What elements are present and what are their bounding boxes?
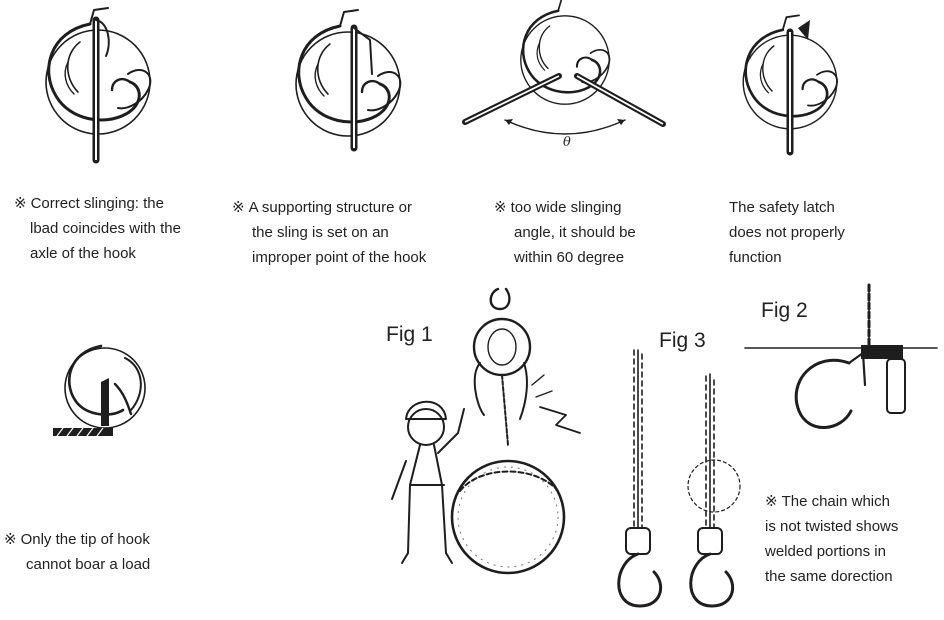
hook-wide-angle-icon [460,0,680,160]
note-mark: ※ [4,530,17,548]
caption-hook-tip: ※ Only the tip of hook cannot boar a load [4,530,151,573]
fig3-label: Fig 3 [659,329,706,352]
caption-wide-angle: ※ too wide slinging angle, it should be within 60 degree [494,198,636,266]
caption-safety-latch: The safety latch does not properly function [729,199,845,266]
hook-tip-load-icon [40,330,190,480]
panel-safety-latch [690,0,944,280]
panel-wide-angle [460,0,690,280]
hook-correct-icon [10,4,180,164]
note-mark: ※ [232,198,245,216]
caption-chain-twist: ※ The chain which is not twisted shows welded portions in the same dorection [765,492,899,585]
hook-improper-point-icon [260,4,430,164]
worker-chain-hoist-icon [380,285,595,615]
note-mark: ※ [494,198,507,216]
panel-fig3 [600,300,760,620]
fig2-label: Fig 2 [761,299,808,322]
note-mark: ※ [14,194,27,212]
twisted-chain-icon [600,300,760,620]
note-mark: ※ [765,492,778,510]
panel-fig1 [380,285,600,620]
hook-latch-failure-icon [700,4,870,164]
panel-fig2 [745,285,944,620]
panel-hook-tip [0,290,240,620]
fig1-label: Fig 1 [386,323,433,346]
angle-theta-label: θ [563,135,571,150]
hook-latch-beam-icon [745,285,944,445]
panel-correct-slinging [0,0,230,280]
panel-improper-point [230,0,470,280]
caption-improper-point: ※ A supporting structure or the sling is set on an improper point of the hook [232,198,427,266]
caption-correct-slinging: ※ Correct slinging: the lbad coincides with the axle of the hook [14,194,181,262]
